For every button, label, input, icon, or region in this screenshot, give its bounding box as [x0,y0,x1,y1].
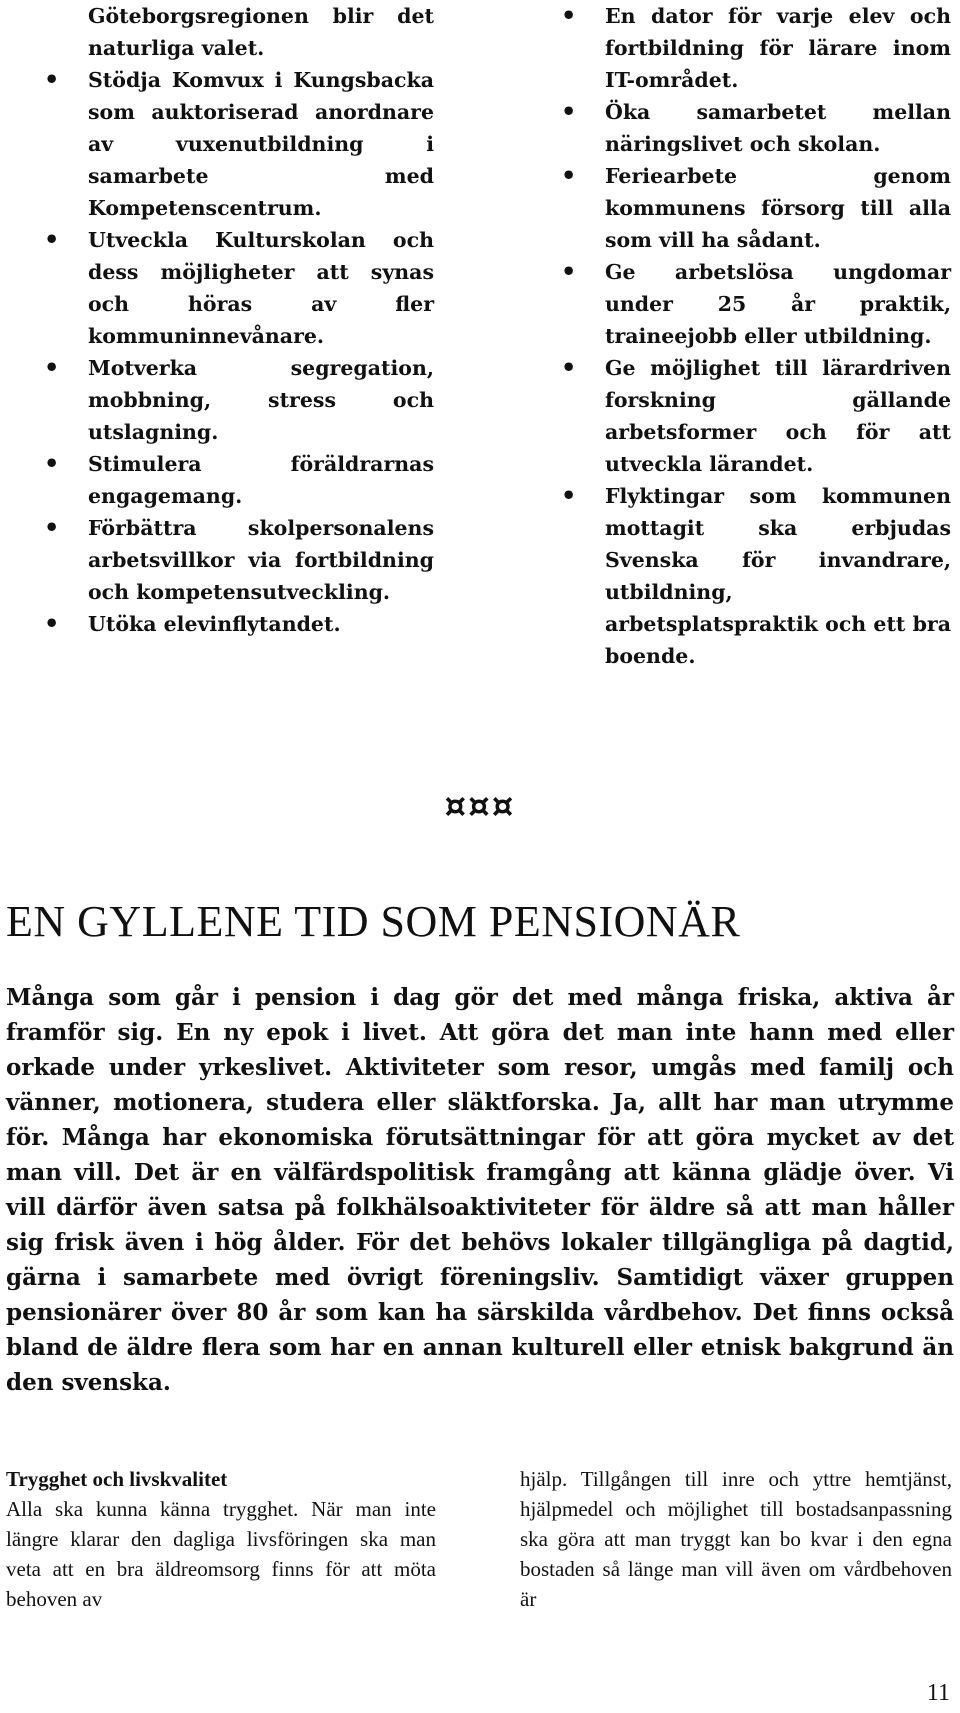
right-column [605,0,951,672]
left-intro-text: Göteborgsregionen blir det naturliga valet. [88,4,434,60]
list-item: • Feriearbete genom kommunens försorg till alla som vill ha sådant. [605,160,951,256]
list-item: • Motverka segregation, mobbning, stress och utslagning. [88,352,434,448]
list-item: • Utöka elevinflytandet. [88,608,434,640]
section-ornament: ¤¤¤ [444,786,516,826]
subsection-left-column [6,1464,436,1614]
left-bullet-list [88,64,434,640]
subsection-text-right: hjälp. Tillgången till inre och yttre hemtjänst, hjälpmedel och möjlighet till bostadsanpassning ska göra att man tryggt kan bo kvar i den egna bostaden så länge man vill även om vårdbehoven är [520,1467,952,1611]
lead-paragraph: Många som går i pension i dag gör det med många friska, aktiva år framför sig. En ny epok i livet. Att göra det man inte hann med eller orkade under yrkeslivet. Aktiviteter som resor, umgås med familj och vänner, motionera, studera eller släktforska. Ja, allt har man utrymme för. Många har ekonomiska förutsättningar för att göra mycket av det man vill. Det är en välfärdspolitisk framgång att känna glädje över. Vi vill därför även satsa på folkhälsoaktiviteter för äldre så att man håller sig frisk även i hög ålder. För det behövs lokaler tillgängliga på dagtid, gärna i samarbete med övrigt föreningsliv. Samtidigt växer gruppen pensionärer över 80 år som kan ha särskilda vårdbehov. Det finns också bland de äldre flera som har en annan kulturell eller etnisk bakgrund än den svenska. [6,984,954,1396]
list-item: • Förbättra skolpersonalens arbetsvillkor via fortbildning och kompetensutveckling. [88,512,434,608]
subsection-right-column [520,1464,952,1614]
list-item: • Ge arbetslösa ungdomar under 25 år praktik, traineejobb eller utbildning. [605,256,951,352]
list-item: • En dator för varje elev och fortbildning för lärare inom IT-området. [605,0,951,96]
subsection-heading: Trygghet och livskvalitet [6,1467,228,1491]
list-item: • Ge möjlighet till lärardriven forskning gällande arbetsformer och för att utveckla lärandet. [605,352,951,480]
subsection-text-left: Alla ska kunna känna trygghet. När man inte längre klarar den dagliga livsföringen ska man veta att en bra äldreomsorg finns för att möta behoven av [6,1497,436,1611]
list-item: • Utveckla Kulturskolan och dess möjligheter att synas och höras av fler kommuninnevånare. [88,224,434,352]
list-item: • Flyktingar som kommunen mottagit ska erbjudas Svenska för invandrare, utbildning, arbetsplatspraktik och ett bra boende. [605,480,951,672]
list-item: • Stimulera föräldrarnas engagemang. [88,448,434,512]
list-item: • Öka samarbetet mellan näringslivet och skolan. [605,96,951,160]
page-number: 11 [926,1680,950,1706]
left-column [88,0,434,640]
section-heading: EN GYLLENE TID SOM PENSIONÄR [6,897,741,946]
list-item: • Stödja Komvux i Kungsbacka som auktoriserad anordnare av vuxenutbildning i samarbete med Kompetenscentrum. [88,64,434,224]
right-bullet-list [605,0,951,672]
